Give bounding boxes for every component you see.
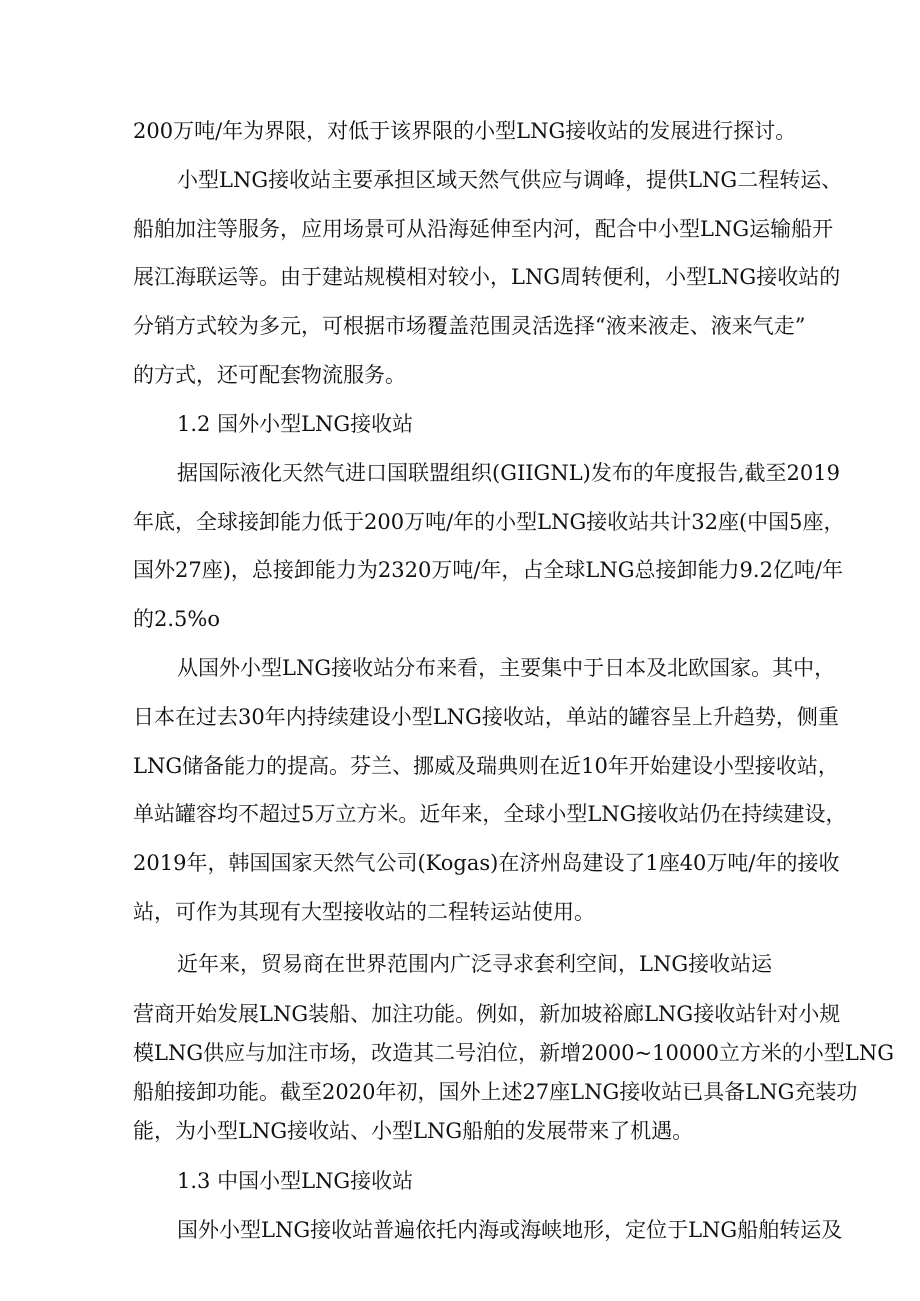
paragraph-line: 营商开始发展LNG装船、加注功能。例如，新加坡裕廊LNG接收站针对小规 [133,1002,841,1026]
paragraph-line: 能，为小型LNG接收站、小型LNG船舶的发展带来了机遇。 [133,1119,694,1143]
section-heading: 1.2 国外小型LNG接收站 [177,412,414,436]
paragraph-line: 船舶接卸功能。截至2020年初，国外上述27座LNG接收站已具备LNG充装功 [133,1080,858,1104]
paragraph-line: 2019年，韩国国家天然气公司(Kogas)在济州岛建设了1座40万吨/年的接收 [133,851,840,875]
paragraph-line: 站，可作为其现有大型接收站的二程转运站使用。 [133,900,595,924]
paragraph-line: 小型LNG接收站主要承担区域天然气供应与调峰，提供LNG二程转运、 [177,168,843,192]
paragraph-line: 单站罐容均不超过5万立方米。近年来，全球小型LNG接收站仍在持续建设， [133,802,847,826]
section-heading: 1.3 中国小型LNG接收站 [177,1169,414,1193]
paragraph-line: 近年来，贸易商在世界范围内广泛寻求套利空间，LNG接收站运 [177,952,773,976]
paragraph-line: 的方式，还可配套物流服务。 [133,363,406,387]
paragraph-line: 日本在过去30年内持续建设小型LNG接收站，单站的罐容呈上升趋势，侧重 [133,705,839,729]
paragraph-line: 据国际液化天然气进口国联盟组织(GIIGNL)发布的年度报告,截至2019 [177,461,840,485]
paragraph-line: 从国外小型LNG接收站分布来看，主要集中于日本及北欧国家。其中， [177,656,836,680]
paragraph-line: 展江海联运等。由于建站规模相对较小，LNG周转便利，小型LNG接收站的 [133,265,841,289]
paragraph-line: 200万吨/年为界限，对低于该界限的小型LNG接收站的发展进行探讨。 [133,119,797,143]
paragraph-line: 模LNG供应与加注市场，改造其二号泊位，新增2000~10000立方米的小型LNG [133,1041,895,1065]
paragraph-line: 国外小型LNG接收站普遍依托内海或海峡地形，定位于LNG船舶转运及 [177,1218,843,1242]
paragraph-line: 船舶加注等服务，应用场景可从沿海延伸至内河，配合中小型LNG运输船开 [133,217,834,241]
paragraph-line: 分销方式较为多元，可根据市场覆盖范围灵活选择“液来液走、液来气走” [133,314,806,338]
paragraph-line: 国外27座)，总接卸能力为2320万吨/年，占全球LNG总接卸能力9.2亿吨/年 [133,558,843,582]
paragraph-line: 年底，全球接卸能力低于200万吨/年的小型LNG接收站共计32座(中国5座， [133,510,845,534]
paragraph-line: 的2.5%o [133,607,220,631]
paragraph-line: LNG储备能力的提高。芬兰、挪威及瑞典则在近10年开始建设小型接收站， [133,754,839,778]
